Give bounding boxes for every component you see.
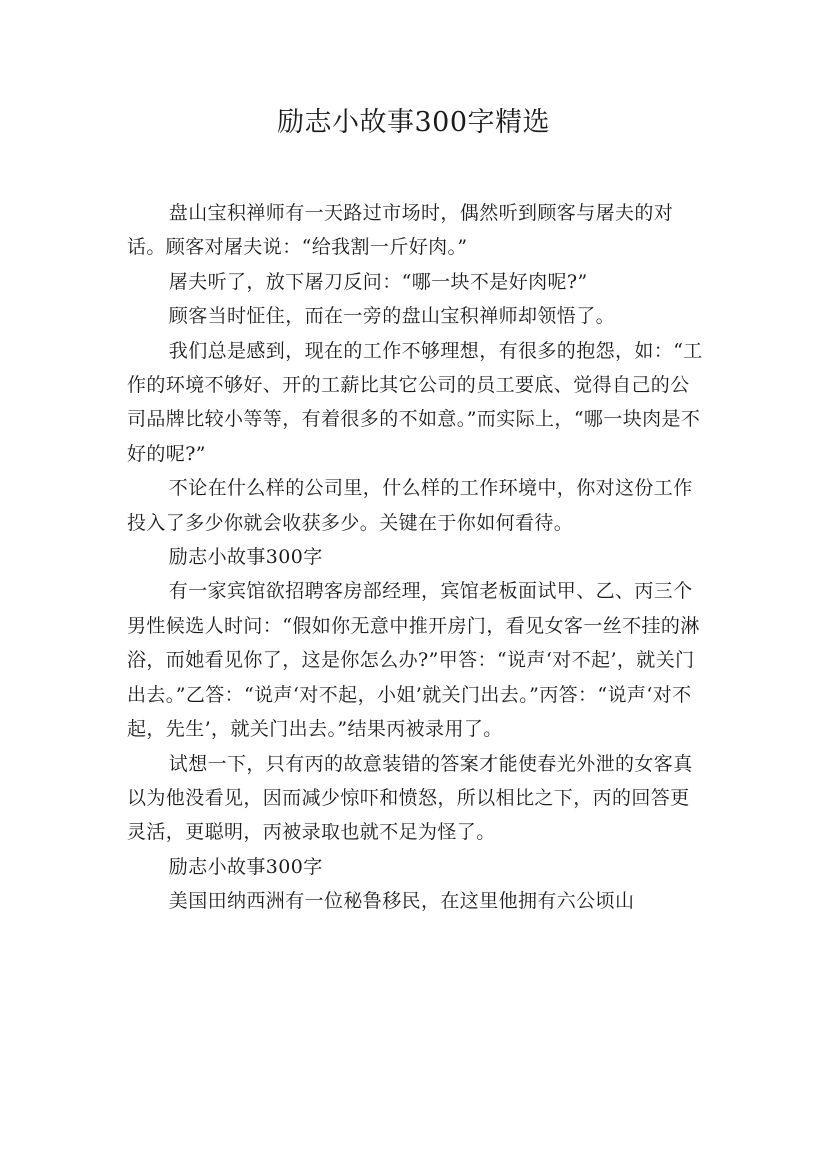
paragraph-8: 美国田纳西洲有一位秘鲁移民，在这里他拥有六公顷山: [168, 890, 635, 913]
paragraph-1: 盘山宝积禅师有一天路过市场时，偶然听到顾客与屠夫的对话。顾客对屠夫说：“给我割一斤好肉。”: [127, 202, 674, 259]
paragraph-5: 不论在什么样的公司里，什么样的工作环境中，你对这份工作投入了多少你就会收获多少。关键在于你如何看待。: [127, 477, 693, 534]
paragraph-7: 试想一下，只有丙的故意装错的答案才能使春光外泄的女客真以为他没看见，因而减少惊吓和愤怒，所以相比之下，丙的回答更灵活，更聪明，丙被录取也就不足为怪了。: [127, 752, 693, 844]
paragraph-4: 我们总是感到，现在的工作不够理想，有很多的抱怨，如：“工作的环境不够好、开的工薪比其它公司的员工要底、觉得自己的公司品牌比较小等等，有着很多的不如意。”而实际上，“哪一块肉是不好的呢?”: [127, 339, 703, 465]
paragraph-6: 有一家宾馆欲招聘客房部经理，宾馆老板面试甲、乙、丙三个男性候选人时问：“假如你无意中推开房门，看见女客一丝不挂的淋浴，而她看见你了，这是你怎么办?”甲答：“说声‘对不起’，就关门出去。”乙答：“说声‘对不起，小姐’就关门出去。”丙答：“说声‘对不起，先生’，就关门出去。”结果丙被录用了。: [127, 580, 700, 741]
section-heading-1: 励志小故事300字: [168, 546, 323, 569]
paragraph-2: 屠夫听了，放下屠刀反问：“哪一块不是好肉呢?”: [168, 270, 588, 293]
document-body: [127, 196, 707, 919]
section-heading-2: 励志小故事300字: [168, 855, 323, 878]
document-title: 励志小故事300字精选: [276, 107, 551, 138]
paragraph-3: 顾客当时怔住，而在一旁的盘山宝积禅师却领悟了。: [168, 305, 615, 328]
